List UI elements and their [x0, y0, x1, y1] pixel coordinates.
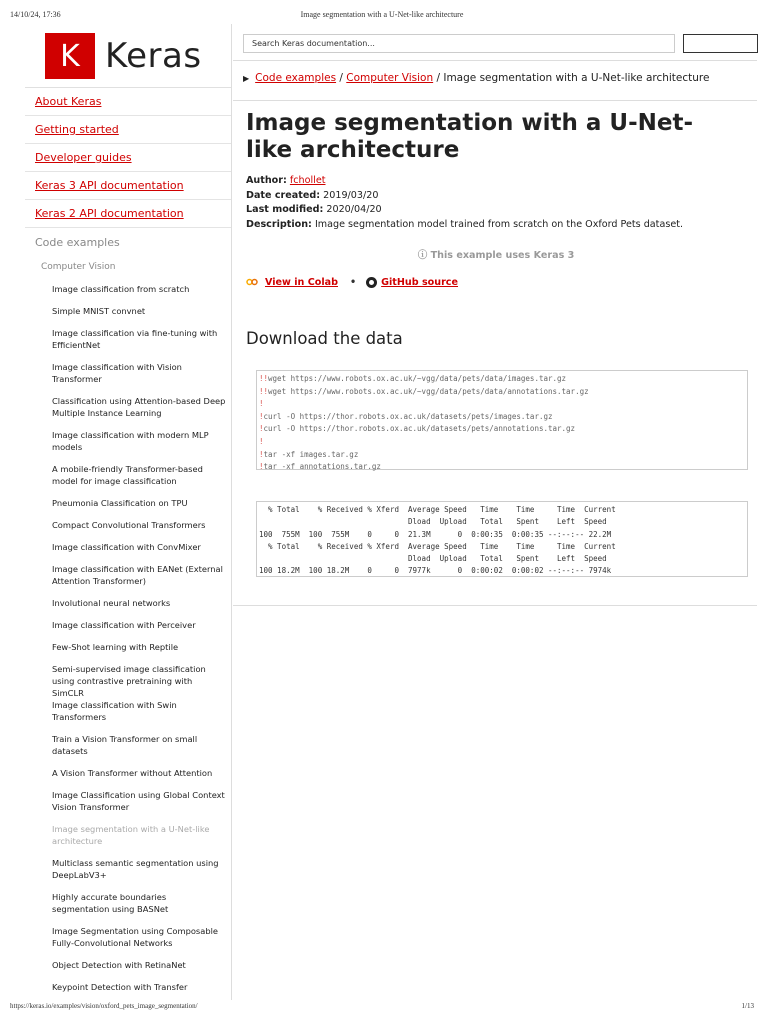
github-source-link[interactable]: GitHub source [381, 276, 458, 288]
sidebar-link-keras3-api[interactable]: Keras 3 API documentation [25, 172, 232, 200]
author-link[interactable]: fchollet [289, 175, 326, 186]
breadcrumb-current: Image segmentation with a U-Net-like architecture [443, 72, 710, 84]
github-icon [366, 277, 377, 288]
colab-icon [246, 278, 258, 286]
breadcrumb-separator: / [433, 72, 444, 84]
sidebar-example-item[interactable]: Object Detection with RetinaNet [52, 960, 186, 970]
print-title: Image segmentation with a U-Net-like architecture [300, 10, 464, 19]
print-page-number: 1/13 [741, 1002, 754, 1010]
breadcrumb [243, 72, 709, 84]
print-date: 14/10/24, 17:36 [10, 10, 61, 19]
search-button[interactable] [683, 34, 758, 53]
sidebar-example-item[interactable]: Image classification with modern MLP models [52, 430, 209, 452]
divider [233, 605, 757, 606]
sidebar-example-item[interactable]: Image classification via fine-tuning with EfficientNet [52, 328, 218, 350]
code-line: !tar -xf images.tar.gz [259, 449, 359, 459]
output-line: Dload Upload Total Spent Left Speed [259, 554, 607, 564]
sidebar-example-item[interactable]: Image classification with Swin Transformers [52, 700, 177, 722]
print-footer [10, 1002, 754, 1014]
logo-mark: K [45, 33, 95, 79]
code-line: !curl -O https://thor.robots.ox.ac.uk/datasets/pets/images.tar.gz [259, 411, 553, 421]
sidebar-example-item[interactable]: Highly accurate boundaries segmentation using BASNet [52, 892, 169, 914]
meta-description: Description: Image segmentation model trained from scratch on the Oxford Pets dataset. [246, 218, 684, 230]
sidebar-example-list [52, 283, 226, 1000]
code-line: !!wget https://www.robots.ox.ac.uk/~vgg/data/pets/data/images.tar.gz [259, 374, 567, 383]
meta-modified: Last modified: 2020/04/20 [246, 204, 382, 215]
sidebar-example-item[interactable]: Multiclass semantic segmentation using DeepLabV3+ [52, 858, 219, 880]
sidebar-example-item[interactable]: Image Classification using Global Context Vision Transformer [52, 790, 225, 812]
code-content [259, 373, 745, 474]
output-line: 100 755M 100 755M 0 0 21.3M 0 0:00:35 0:00:35 --:--:-- 22.2M [259, 529, 612, 539]
divider [233, 100, 757, 101]
code-line: !!wget https://www.robots.ox.ac.uk/~vgg/data/pets/data/annotations.tar.gz [259, 386, 589, 396]
sidebar-example-item[interactable]: Keypoint Detection with Transfer [52, 982, 188, 992]
sidebar-link-about[interactable]: About Keras [25, 88, 232, 116]
source-links [246, 275, 458, 289]
article-meta [246, 174, 746, 232]
sidebar-example-item[interactable]: Image classification with Perceiver [52, 620, 196, 630]
sidebar-top-links [25, 88, 232, 228]
output-line: % Total % Received % Xferd Average Speed Time Time Time Current [259, 541, 616, 551]
sidebar-example-item[interactable]: Train a Vision Transformer on small datasets [52, 734, 198, 756]
link-separator: • [349, 276, 357, 288]
section-heading-download: Download the data [246, 329, 403, 348]
meta-author: Author: fchollet [246, 175, 326, 186]
sidebar-example-item[interactable]: Few-Shot learning with Reptile [52, 642, 179, 652]
sidebar-example-item[interactable]: Image Segmentation using Composable Fully-Convolutional Networks [52, 926, 218, 948]
output-line: 100 18.2M 100 18.2M 0 0 7977k 0 0:00:02 0:00:02 --:--:-- 7974k [259, 566, 612, 576]
sidebar-example-item[interactable]: Involutional neural networks [52, 598, 171, 608]
sidebar-example-item[interactable]: A mobile-friendly Transformer-based model for image classification [52, 464, 203, 486]
sidebar [25, 24, 232, 1000]
keras-logo[interactable] [45, 33, 202, 79]
sidebar-link-developer-guides[interactable]: Developer guides [25, 144, 232, 172]
code-line: ! [259, 399, 264, 409]
print-url: https://keras.io/examples/vision/oxford_pets_image_segmentation/ [10, 1002, 198, 1010]
meta-created: Date created: 2019/03/20 [246, 189, 379, 201]
breadcrumb-arrow-icon: ▶ [243, 74, 250, 83]
sidebar-section-code-examples[interactable]: Code examples [35, 236, 120, 249]
output-content [259, 504, 745, 578]
sidebar-example-item[interactable]: Image classification with EANet (External Attention Transformer) [52, 564, 223, 586]
keras3-note: ⓘ This example uses Keras 3 [417, 250, 575, 261]
code-line: !tar -xf annotations.tar.gz [259, 462, 381, 472]
sidebar-example-item[interactable]: Pneumonia Classification on TPU [52, 498, 188, 508]
page-title: Image segmentation with a U-Net-like architecture [246, 110, 694, 163]
sidebar-example-item[interactable]: Simple MNIST convnet [52, 306, 146, 316]
main-content [233, 24, 757, 1000]
sidebar-example-item[interactable]: Image segmentation with a U-Net-like architecture [52, 824, 210, 846]
search-input[interactable]: Search Keras documentation... [243, 34, 675, 53]
logo-text: Keras [105, 36, 202, 76]
sidebar-example-item[interactable]: Classification using Attention-based Deep Multiple Instance Learning [52, 396, 226, 418]
breadcrumb-separator: / [336, 72, 347, 84]
sidebar-example-item[interactable]: Image classification from scratch [52, 284, 190, 294]
code-line: !curl -O https://thor.robots.ox.ac.uk/datasets/pets/annotations.tar.gz [259, 424, 576, 434]
sidebar-example-item[interactable]: Image classification with ConvMixer [52, 542, 201, 552]
sidebar-subsection-computer-vision[interactable]: Computer Vision [41, 262, 116, 272]
sidebar-example-item[interactable]: A Vision Transformer without Attention [52, 768, 213, 778]
sidebar-example-item[interactable]: Semi-supervised image classification using contrastive pretraining with SimCLR [52, 664, 206, 698]
code-line: ! [259, 436, 264, 446]
view-in-colab-link[interactable]: View in Colab [265, 276, 338, 288]
breadcrumb-link-computer-vision[interactable]: Computer Vision [346, 72, 434, 84]
divider [233, 60, 757, 61]
code-block[interactable] [256, 370, 748, 470]
sidebar-example-item[interactable]: Image classification with Vision Transformer [52, 362, 182, 384]
output-block[interactable] [256, 501, 748, 577]
sidebar-example-item[interactable]: Compact Convolutional Transformers [52, 520, 206, 530]
output-line: Dload Upload Total Spent Left Speed [259, 517, 607, 527]
sidebar-link-keras2-api[interactable]: Keras 2 API documentation [25, 200, 232, 228]
breadcrumb-link-code-examples[interactable]: Code examples [255, 72, 337, 84]
print-header [10, 10, 754, 24]
output-line: % Total % Received % Xferd Average Speed Time Time Time Current [259, 505, 616, 514]
sidebar-link-getting-started[interactable]: Getting started [25, 116, 232, 144]
